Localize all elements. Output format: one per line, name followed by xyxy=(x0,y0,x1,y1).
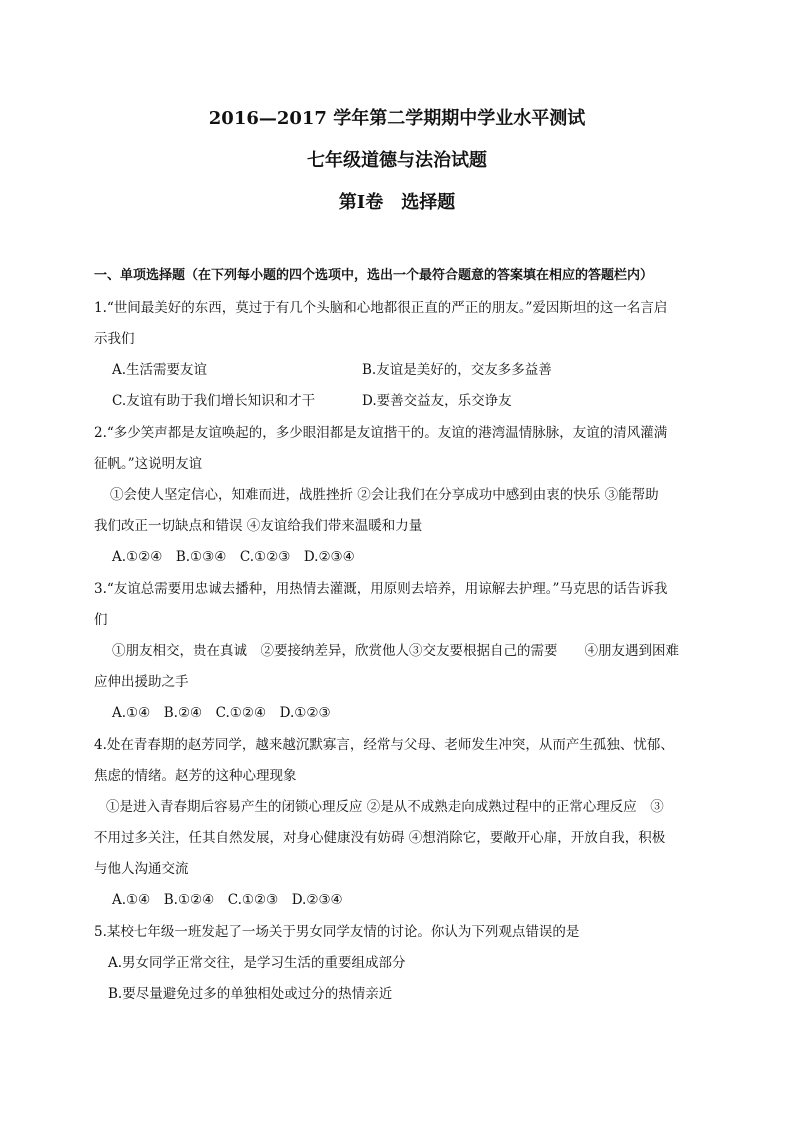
q2-items-line-2: 我们改正一切缺点和错误 ④友谊给我们带来温暖和力量 xyxy=(94,518,423,534)
q4-items-line-1: ①是进入青春期后容易产生的闭锁心理反应 ②是从不成熟走向成熟过程中的正常心理反应 ③ xyxy=(106,799,664,815)
q2-options: A.①②④ B.①③④ C.①②③ D.②③④ xyxy=(112,549,355,565)
q5-option-a: A.男女同学正常交往，是学习生活的重要组成部分 xyxy=(108,955,406,971)
q4-options: A.①④ B.①②④ C.①②③ D.②③④ xyxy=(112,892,343,908)
q4-stem-line-2: 焦虑的情绪。赵芳的这种心理现象 xyxy=(94,768,297,784)
q2-stem-line-1: 2.“多少笑声都是友谊唤起的，多少眼泪都是友谊揩干的。友谊的港湾温情脉脉，友谊的清风灌满 xyxy=(94,425,668,441)
section-heading: 一、单项选择题（在下列每小题的四个选项中，选出一个最符合题意的答案填在相应的答题栏内） xyxy=(94,268,654,283)
subject-title: 七年级道德与法治试题 xyxy=(307,150,487,171)
q5-stem-line-1: 5.某校七年级一班发起了一场关于男女同学友情的讨论。你认为下列观点错误的是 xyxy=(94,924,580,940)
q4-items-line-2: 不用过多关注，任其自然发展，对身心健康没有妨碍 ④想消除它，要敞开心扉，开放自我，积极 xyxy=(94,830,666,846)
q1-option-b: B.友谊是美好的，交友多多益善 xyxy=(362,362,552,378)
q1-stem-line-1: 1.“世间最美好的东西，莫过于有几个头脑和心地都很正直的严正的朋友。”爱因斯坦的这一名言启 xyxy=(94,300,668,316)
q4-stem-line-1: 4.处在青春期的赵芳同学，越来越沉默寡言，经常与父母、老师发生冲突，从而产生孤独、忧郁、 xyxy=(94,737,674,753)
q2-stem-line-2: 征帆。”这说明友谊 xyxy=(94,456,203,472)
q3-options: A.①④ B.②④ C.①②④ D.①②③ xyxy=(112,705,331,721)
part-title: 第Ⅰ卷 选择题 xyxy=(338,192,456,213)
q5-option-b: B.要尽量避免过多的单独相处或过分的热情亲近 xyxy=(108,986,393,1002)
q1-option-d: D.要善交益友，乐交诤友 xyxy=(362,393,512,409)
q1-option-a: A.生活需要友谊 xyxy=(112,362,208,378)
q3-stem-line-2: 们 xyxy=(94,612,108,628)
q1-option-c: C.友谊有助于我们增长知识和才干 xyxy=(112,393,316,409)
exam-title: 2016—2017 学年第二学期期中学业水平测试 xyxy=(208,108,586,129)
q3-items-line-2: 应伸出援助之手 xyxy=(94,674,189,690)
q3-stem-line-1: 3.“友谊总需要用忠诚去播种，用热情去灌溉，用原则去培养，用谅解去护理。”马克思的话告诉我 xyxy=(94,581,668,597)
q4-items-line-3: 与他人沟通交流 xyxy=(94,861,189,877)
q1-stem-line-2: 示我们 xyxy=(94,331,135,347)
q3-items-line-1: ①朋友相交，贵在真诚 ②要接纳差异，欣赏他人③交友要根据自己的需要 ④朋友遇到困难 xyxy=(112,643,679,659)
q2-items-line-1: ①会使人坚定信心，知难而进，战胜挫折 ②会让我们在分享成功中感到由衷的快乐 ③能帮助 xyxy=(110,487,659,503)
